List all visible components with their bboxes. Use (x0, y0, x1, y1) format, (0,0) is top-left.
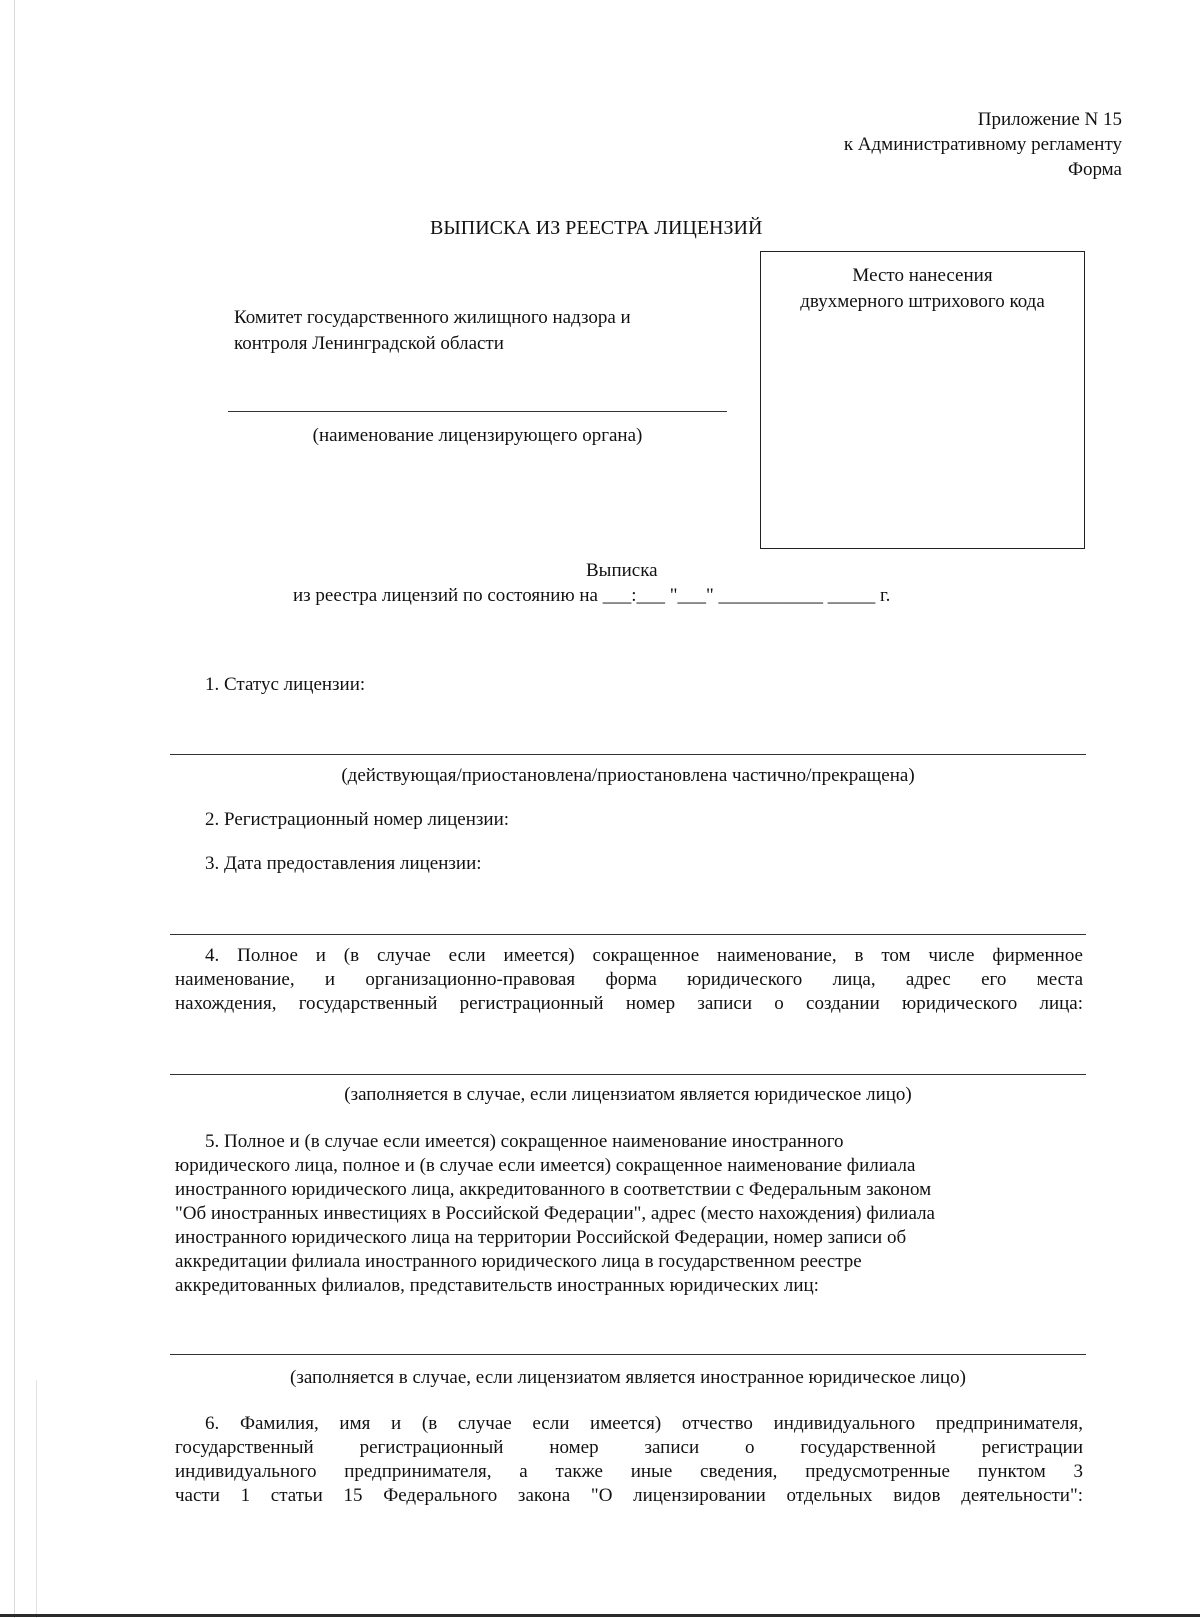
paragraph-line: 4. Полное и (в случае если имеется) сокращенное наименование, в том числе фирменное (205, 945, 1083, 966)
item-5-paragraph (175, 1130, 1083, 1298)
authority-line: контроля Ленинградской области (234, 333, 504, 354)
barcode-placeholder-box (760, 251, 1085, 549)
paragraph-line: государственный регистрационный номер записи о государственной регистрации (175, 1437, 1083, 1458)
scan-bottom-edge (0, 1614, 1200, 1617)
appendix-number: Приложение N 15 (977, 109, 1122, 130)
scan-margin-line (14, 0, 15, 1618)
appendix-header (844, 108, 1122, 183)
authority-underline (228, 411, 727, 412)
appendix-regulation: к Административному регламенту (843, 134, 1122, 155)
paragraph-line: аккредитованных филиалов, представительств иностранных юридических лиц: (175, 1275, 819, 1296)
paragraph-line: 5. Полное и (в случае если имеется) сокращенное наименование иностранного (205, 1131, 844, 1152)
item-5-underline (170, 1354, 1086, 1355)
paragraph-line: нахождения, государственный регистрационный номер записи о создании юридического лица: (175, 993, 1083, 1014)
license-status-caption: (действующая/приостановлена/приостановлена частично/прекращена) (341, 765, 915, 786)
authority-caption: (наименование лицензирующего органа) (312, 425, 643, 446)
licensing-authority-name (234, 306, 734, 358)
paragraph-line: наименование, и организационно-правовая форма юридического лица, адрес его места (175, 969, 1083, 990)
appendix-form-label: Форма (1067, 159, 1122, 180)
paragraph-line: иностранного юридического лица, аккредитованного в соответствии с Федеральным законом (175, 1179, 932, 1200)
statement-title: Выписка (586, 560, 658, 581)
paragraph-line: части 1 статьи 15 Федерального закона "О лицензировании отдельных видов деятельности": (175, 1485, 1083, 1506)
paragraph-line: иностранного юридического лица на территории Российской Федерации, номер записи об (175, 1227, 907, 1248)
license-status-underline (170, 754, 1086, 755)
document-title: ВЫПИСКА ИЗ РЕЕСТРА ЛИЦЕНЗИЙ (430, 217, 763, 239)
scan-margin-line (36, 1380, 37, 1618)
license-status-label: 1. Статус лицензии: (205, 674, 366, 695)
paragraph-line: аккредитации филиала иностранного юридического лица в государственном реестре (175, 1251, 862, 1272)
item-4-underline (170, 1074, 1086, 1075)
item-5-caption: (заполняется в случае, если лицензиатом является иностранное юридическое лицо) (290, 1367, 966, 1388)
statement-date-line: из реестра лицензий по состоянию на ___:___ "___" ___________ _____ г. (293, 585, 891, 606)
paragraph-line: юридического лица, полное и (в случае если имеется) сокращенное наименование филиала (175, 1155, 916, 1176)
grant-date-underline (170, 934, 1086, 935)
item-4-caption: (заполняется в случае, если лицензиатом является юридическое лицо) (344, 1084, 912, 1105)
barcode-box-text: Место нанесения (852, 265, 993, 286)
paragraph-line: индивидуального предпринимателя, а также иные сведения, предусмотренные пунктом 3 (175, 1461, 1083, 1482)
grant-date-label: 3. Дата предоставления лицензии: (205, 853, 482, 874)
paragraph-line: "Об иностранных инвестициях в Российской Федерации", адрес (место нахождения) филиала (175, 1203, 935, 1224)
authority-line: Комитет государственного жилищного надзора и (234, 307, 631, 328)
item-4-paragraph (175, 944, 1083, 1016)
item-6-paragraph (175, 1412, 1083, 1508)
registration-number-label: 2. Регистрационный номер лицензии: (205, 809, 510, 830)
barcode-box-text: двухмерного штрихового кода (800, 291, 1045, 312)
paragraph-line: 6. Фамилия, имя и (в случае если имеется) отчество индивидуального предпринимателя, (205, 1413, 1083, 1434)
